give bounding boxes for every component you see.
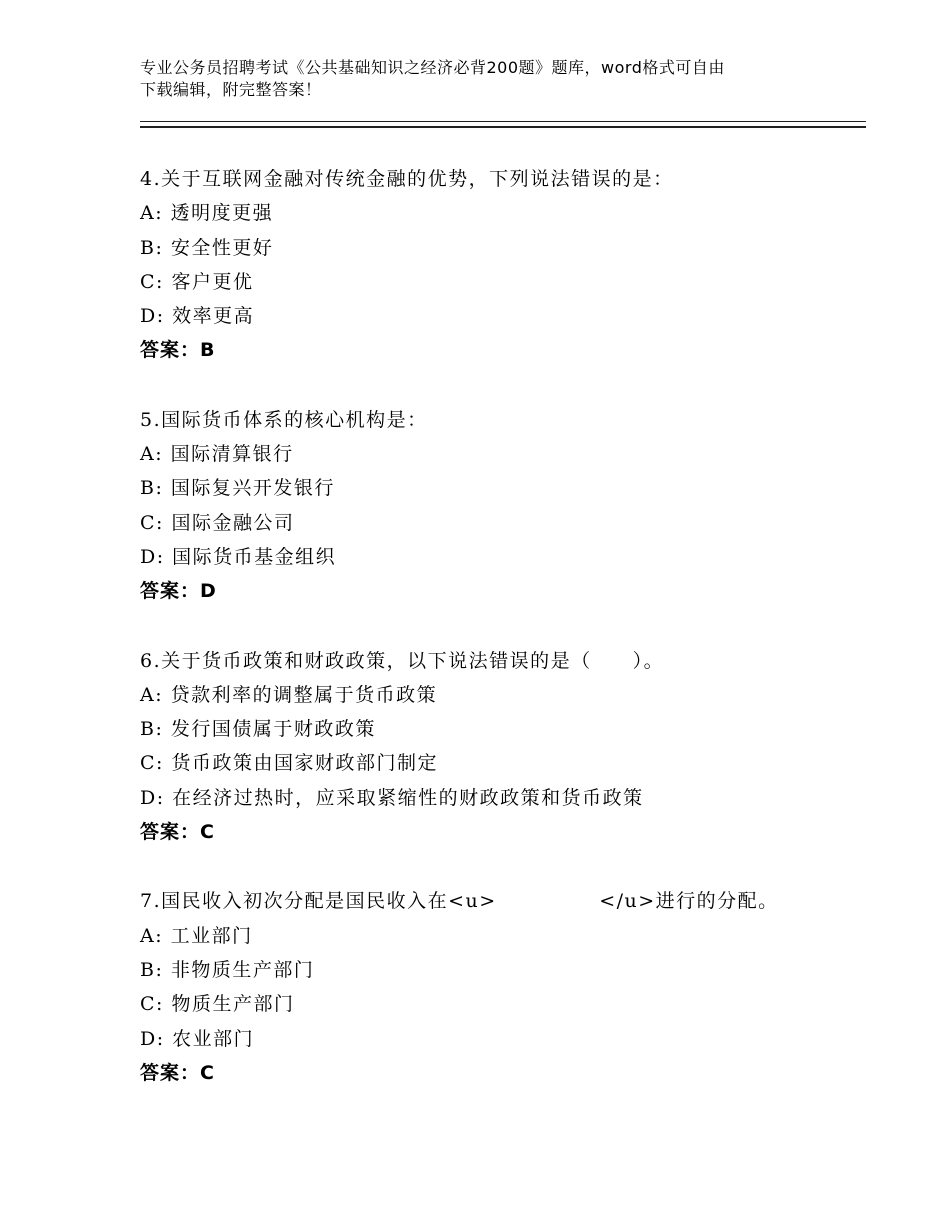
question-stem: 6.关于货币政策和财政政策，以下说法错误的是（ ）。 (140, 649, 665, 672)
option-b: B: 国际复兴开发银行 (140, 477, 335, 500)
option-b: B: 发行国债属于财政政策 (140, 718, 376, 741)
header-divider (140, 121, 866, 128)
question-7 (140, 884, 880, 1090)
option-d: D: 效率更高 (140, 305, 255, 328)
option-c: C: 客户更优 (140, 270, 254, 293)
option-c: C: 货币政策由国家财政部门制定 (140, 752, 438, 775)
header-line-2: 下载编辑，附完整答案！ (140, 80, 322, 99)
option-b: B: 非物质生产部门 (140, 958, 315, 981)
option-a: A: 国际清算银行 (140, 443, 294, 466)
answer-label: 答案：C (140, 821, 215, 844)
option-d: D: 在经济过热时，应采取紧缩性的财政政策和货币政策 (140, 786, 644, 809)
option-d: D: 农业部门 (140, 1027, 255, 1050)
question-list (140, 162, 880, 1125)
question-5 (140, 403, 880, 609)
answer-label: 答案：C (140, 1061, 215, 1084)
question-6 (140, 644, 880, 850)
option-a: A: 贷款利率的调整属于货币政策 (140, 683, 438, 706)
option-a: A: 工业部门 (140, 924, 253, 947)
option-c: C: 物质生产部门 (140, 993, 295, 1016)
question-stem: 5.国际货币体系的核心机构是： (140, 408, 428, 431)
question-stem: 4.关于互联网金融对传统金融的优势，下列说法错误的是： (140, 168, 674, 190)
option-d: D: 国际货币基金组织 (140, 545, 337, 568)
question-stem: 7.国民收入初次分配是国民收入在<u> </u>进行的分配。 (140, 890, 779, 913)
document-header (140, 57, 820, 101)
option-a: A: 透明度更强 (140, 202, 274, 225)
option-c: C: 国际金融公司 (140, 511, 295, 534)
option-b: B: 安全性更好 (140, 236, 274, 259)
question-4 (140, 162, 880, 368)
answer-label: 答案：B (140, 339, 216, 362)
header-line-1: 专业公务员招聘考试《公共基础知识之经济必背200题》题库，word格式可自由 (140, 58, 725, 77)
answer-label: 答案：D (140, 580, 217, 603)
